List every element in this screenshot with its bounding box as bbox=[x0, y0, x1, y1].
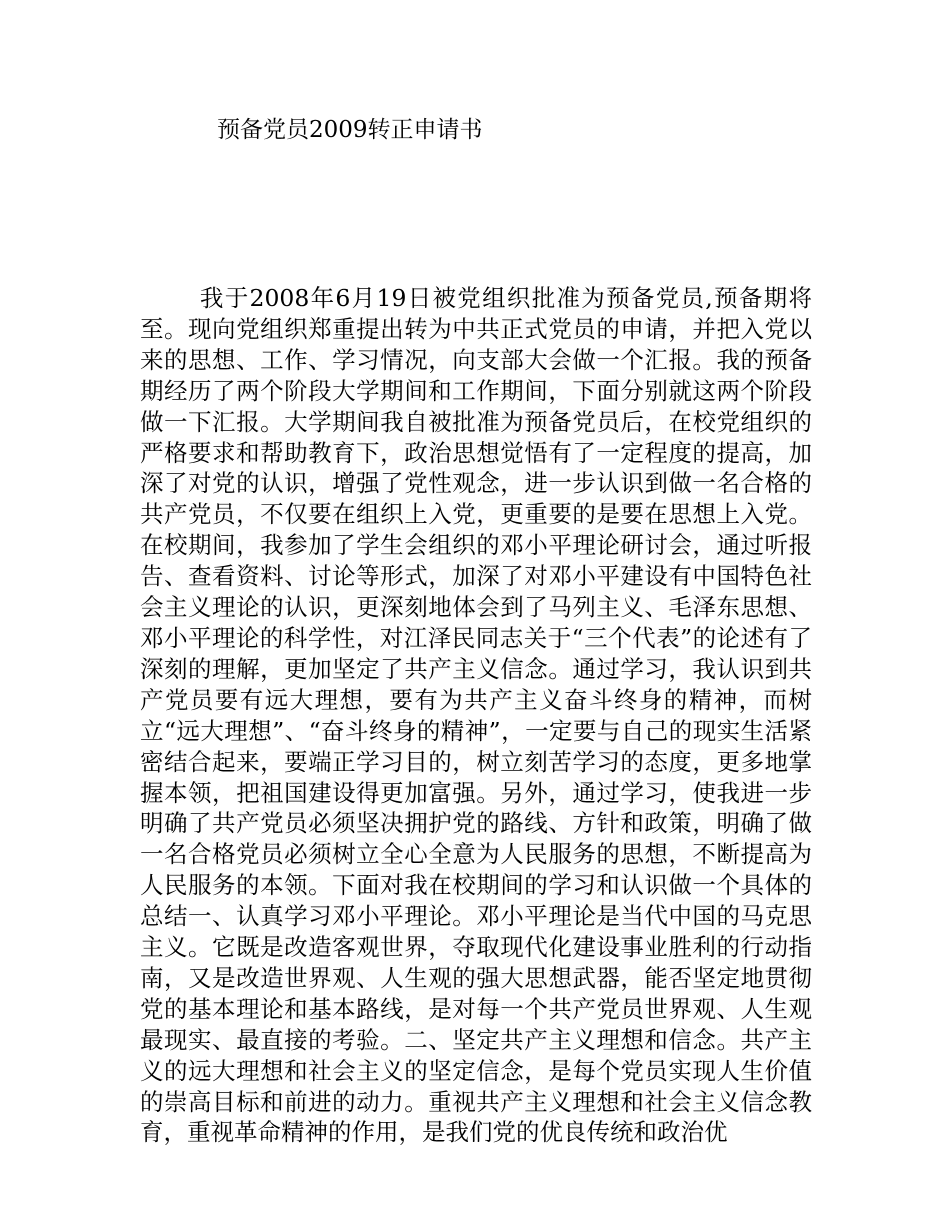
document-title: 预备党员2009转正申请书 bbox=[217, 117, 483, 143]
document-body-paragraph: 我于2008年6月19日被党组织批准为预备党员,预备期将至。现向党组织郑重提出转为中共正式党员的申请，并把入党以来的思想、工作、学习情况，向支部大会做一个汇报。我的预备期经历了两个阶段大学期间和工作期间，下面分别就这两个阶段做一下汇报。大学期间我自被批准为预备党员后，在校党组织的严格要求和帮助教育下，政治思想觉悟有了一定程度的提高，加深了对党的认识，增强了党性观念，进一步认识到做一名合格的共产党员，不仅要在组织上入党，更重要的是要在思想上入党。在校期间，我参加了学生会组织的邓小平理论研讨会，通过听报告、查看资料、讨论等形式，加深了对邓小平建设有中国特色社会主义理论的认识，更深刻地体会到了马列主义、毛泽东思想、邓小平理论的科学性，对江泽民同志关于“三个代表”的论述有了深刻的理解，更加坚定了共产主义信念。通过学习，我认识到共产党员要有远大理想，要有为共产主义奋斗终身的精神，而树立“远大理想”、“奋斗终身的精神”，一定要与自己的现实生活紧密结合起来，要端正学习目的，树立刻苦学习的态度，更多地掌握本领，把祖国建设得更加富强。另外，通过学习，使我进一步明确了共产党员必须坚决拥护党的路线、方针和政策，明确了做一名合格党员必须树立全心全意为人民服务的思想，不断提高为人民服务的本领。下面对我在校期间的学习和认识做一个具体的总结一、认真学习邓小平理论。邓小平理论是当代中国的马克思主义。它既是改造客观世界，夺取现代化建设事业胜利的行动指南，又是改造世界观、人生观的强大思想武器，能否坚定地贯彻党的基本理论和基本路线，是对每一个共产党员世界观、人生观最现实、最直接的考验。二、坚定共产主义理想和信念。共产主义的远大理想和社会主义的坚定信念，是每个党员实现人生价值的崇高目标和前进的动力。重视共产主义理想和社会主义信念教育，重视革命精神的作用，是我们党的优良传统和政治优 bbox=[140, 284, 812, 1147]
